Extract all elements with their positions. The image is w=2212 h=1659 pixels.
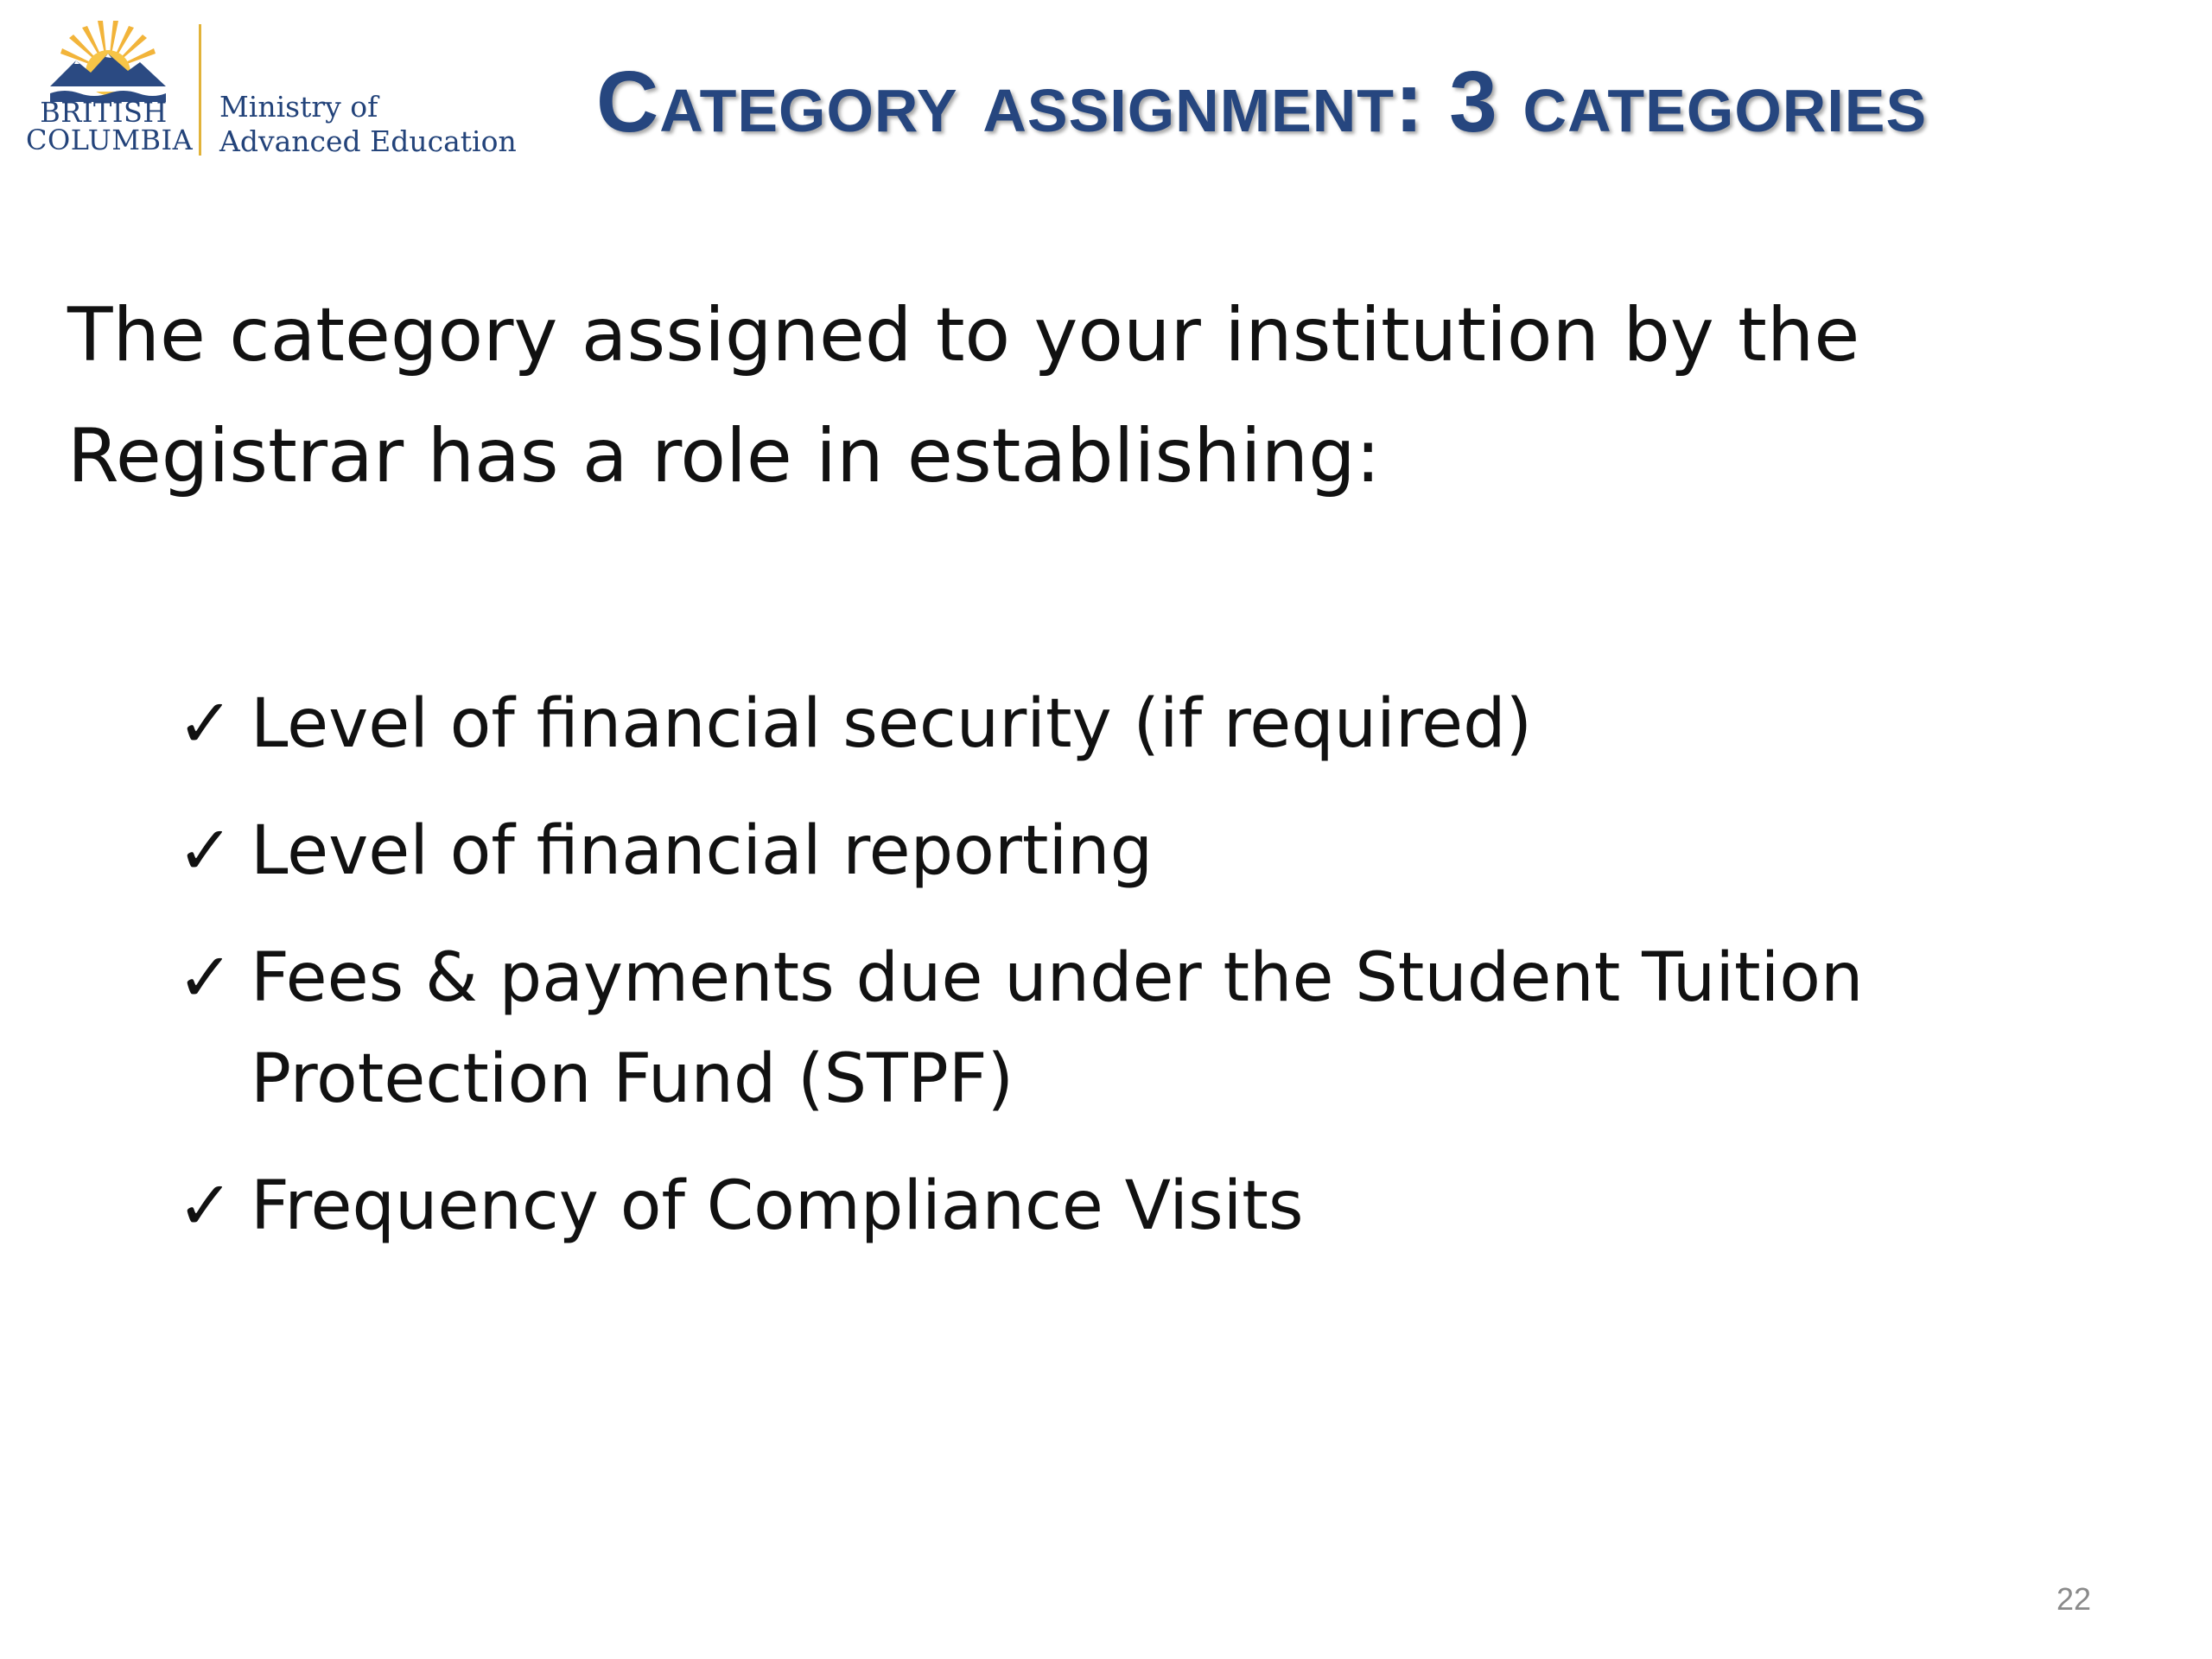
- logo-ministry-line1: Ministry of: [219, 90, 378, 124]
- slide-title: Category assignment: 3 categories: [596, 54, 1928, 150]
- checkmark-icon: ✓: [177, 939, 234, 1017]
- logo-province-name: [26, 96, 194, 156]
- logo-divider: [199, 24, 201, 156]
- checkmark-icon: ✓: [177, 812, 234, 890]
- checklist-item: [177, 674, 2078, 775]
- bc-government-logo: [26, 19, 517, 166]
- checkmark-icon: ✓: [177, 685, 234, 763]
- logo-ministry-line2: Advanced Education: [219, 124, 517, 158]
- bc-sun-mountain-icon: [43, 19, 173, 105]
- checklist-item: [177, 1156, 2078, 1257]
- logo-province-line2: COLUMBIA: [26, 124, 194, 156]
- page-number: 22: [2056, 1581, 2092, 1617]
- checklist: [177, 674, 2078, 1283]
- checklist-item-text: Level of financial security (if required): [251, 685, 1533, 763]
- logo-province-line1: BRITISH: [40, 96, 168, 129]
- checkmark-icon: ✓: [177, 1167, 234, 1245]
- checklist-item-text: Frequency of Compliance Visits: [251, 1167, 1304, 1245]
- checklist-item: [177, 801, 2078, 902]
- checklist-item-text: Level of financial reporting: [251, 812, 1154, 890]
- logo-ministry-name: [219, 90, 517, 159]
- checklist-item: [177, 928, 2078, 1130]
- checklist-item-text: Fees & payments due under the Student Tuition Protection Fund (STPF): [251, 939, 1864, 1118]
- intro-paragraph: The category assigned to your institution by the Registrar has a role in establishing:: [67, 292, 1860, 499]
